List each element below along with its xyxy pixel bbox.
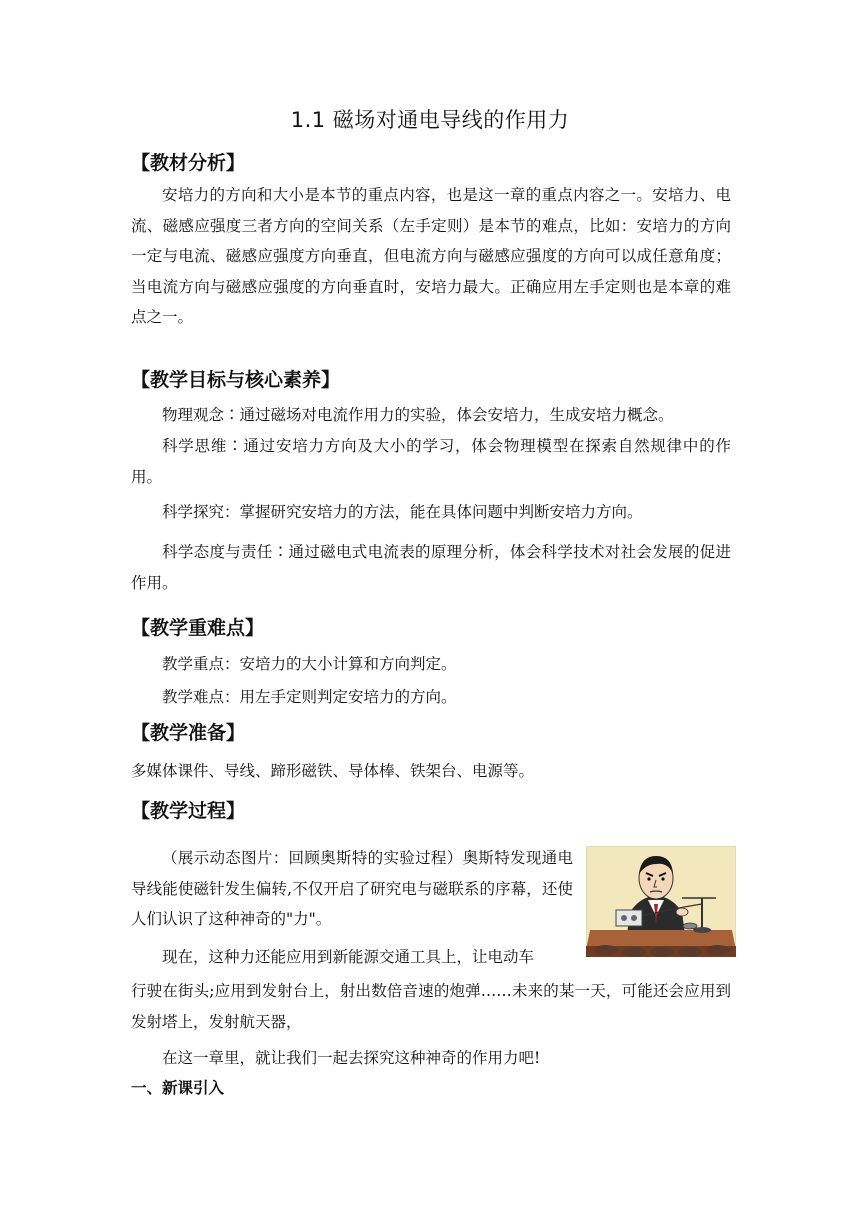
section-heading-process: 【教学过程】 <box>131 800 246 822</box>
section-heading-analysis: 【教材分析】 <box>131 152 246 174</box>
analysis-paragraph: 安培力的方向和大小是本节的重点内容，也是这一章的重点内容之一。安培力、电流、磁感应强度三者方向的空间关系（左手定则）是本节的难点，比如：安培力的方向一定与电流、磁感应强度方向垂直，但电流方向与磁感应强度的方向可以成任意角度；当电流方向与磁感应强度的方向垂直时，安培力最大。正确应用左手定则也是本章的难点之一。 <box>131 186 731 326</box>
preparation-text: 多媒体课件、导线、蹄形磁铁、导体棒、铁架台、电源等。 <box>131 762 535 780</box>
document-title: 1.1 磁场对通电导线的作用力 <box>290 108 570 132</box>
process-paragraph: （展示动态图片：回顾奥斯特的实验过程）奥斯特发现通电导线能使磁针发生偏转,不仅开启了研究电与磁联系的序幕，还使人们认识了这种神奇的"力"。 <box>131 849 573 928</box>
goal-item: 科学态度与责任∶通过磁电式电流表的原理分析，体会科学技术对社会发展的促进作用。 <box>131 543 731 592</box>
process-paragraph: 行驶在街头;应用到发射台上，射出数倍音速的炮弹……未来的某一天，可能还会应用到发射塔上，发射航天器， <box>131 982 731 1031</box>
section-heading-preparation: 【教学准备】 <box>131 722 246 744</box>
process-paragraph: 在这一章里，就让我们一起去探究这种神奇的作用力吧! <box>162 1049 541 1067</box>
process-paragraph-line: 现在，这种力还能应用到新能源交通工具上，让电动车 <box>162 948 535 966</box>
subsection-heading: 一、新课引入 <box>131 1079 225 1097</box>
goal-item: 科学探究：掌握研究安培力的方法，能在具体问题中判断安培力方向。 <box>162 503 643 521</box>
key-focus-text: 教学重点：安培力的大小计算和方向判定。 <box>162 655 457 673</box>
oersted-cartoon-image <box>586 846 736 957</box>
goal-item: 科学思维∶通过安培力方向及大小的学习，体会物理模型在探索自然规律中的作用。 <box>131 437 731 486</box>
key-difficulty-text: 教学难点：用左手定则判定安培力的方向。 <box>162 688 457 706</box>
section-heading-goals: 【教学目标与核心素养】 <box>131 369 341 391</box>
section-heading-key-points: 【教学重难点】 <box>131 617 265 639</box>
goal-item: 物理观念∶通过磁场对电流作用力的实验，体会安培力，生成安培力概念。 <box>162 406 674 424</box>
